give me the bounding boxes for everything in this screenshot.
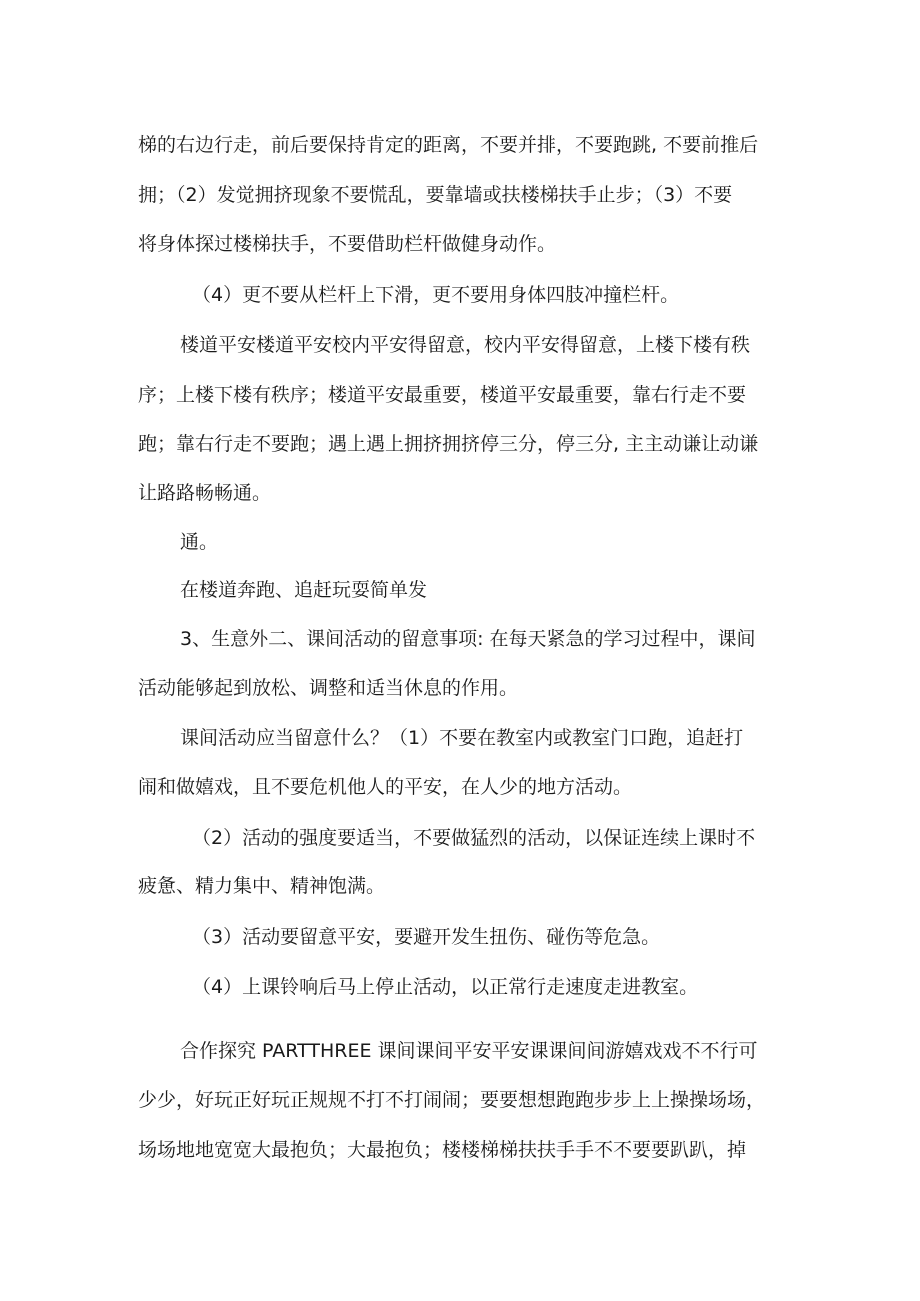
text-line: 将身体探过楼梯扶手，不要借助栏杆做健身动作。 [138, 233, 557, 255]
text-line: 少少，好玩正好玩正规规不打不打闹闹；要要想想跑跑步步上上操操场场， [138, 1089, 766, 1111]
text-line: 活动能够起到放松、调整和适当休息的作用。 [138, 677, 519, 699]
text-line: （3）活动要留意平安，要避开发生扭伤、碰伤等危急。 [192, 926, 661, 948]
text-line: 闹和做嬉戏，且不要危机他人的平安，在人少的地方活动。 [138, 776, 633, 798]
text-line: 序；上楼下楼有秩序；楼道平安最重要，楼道平安最重要，靠右行走不要 [138, 384, 747, 406]
text-line: （2）活动的强度要适当，不要做猛烈的活动，以保证连续上课时不 [192, 827, 756, 849]
text-line: 让路路畅畅通。 [138, 482, 272, 504]
text-line: 场场地地宽宽大最抱负；大最抱负；楼楼梯梯扶扶手手不不要要趴趴，掉 [138, 1139, 747, 1161]
text-line: 通。 [180, 531, 219, 553]
text-line: 拥；（2）发觉拥挤现象不要慌乱，要靠墙或扶楼梯扶手止步；（3）不要 [138, 184, 733, 206]
text-line: 楼道平安楼道平安校内平安得留意，校内平安得留意，上楼下楼有秩 [180, 334, 751, 356]
text-line: （4）更不要从栏杆上下滑，更不要用身体四肢冲撞栏杆。 [192, 284, 680, 306]
text-line: 合作探究 PARTTHREE 课间课间平安平安课课间间游嬉戏戏不不行可 [180, 1040, 758, 1062]
text-line: 梯的右边行走，前后要保持肯定的距离，不要并排，不要跑跳, 不要前推后 [138, 134, 759, 156]
text-line: 课间活动应当留意什么？（1）不要在教室内或教室门口跑，追赶打 [180, 727, 744, 749]
text-line: 疲惫、精力集中、精神饱满。 [138, 875, 386, 897]
text-line: 3、生意外二、课间活动的留意事项: 在每天紧急的学习过程中，课间 [180, 628, 756, 650]
text-line: 在楼道奔跑、追赶玩耍简单发 [180, 579, 428, 601]
text-line: 跑；靠右行走不要跑；遇上遇上拥挤拥挤停三分，停三分, 主主动谦让动谦 [138, 433, 759, 455]
text-line: （4）上课铃响后马上停止活动，以正常行走速度走进教室。 [192, 976, 699, 998]
